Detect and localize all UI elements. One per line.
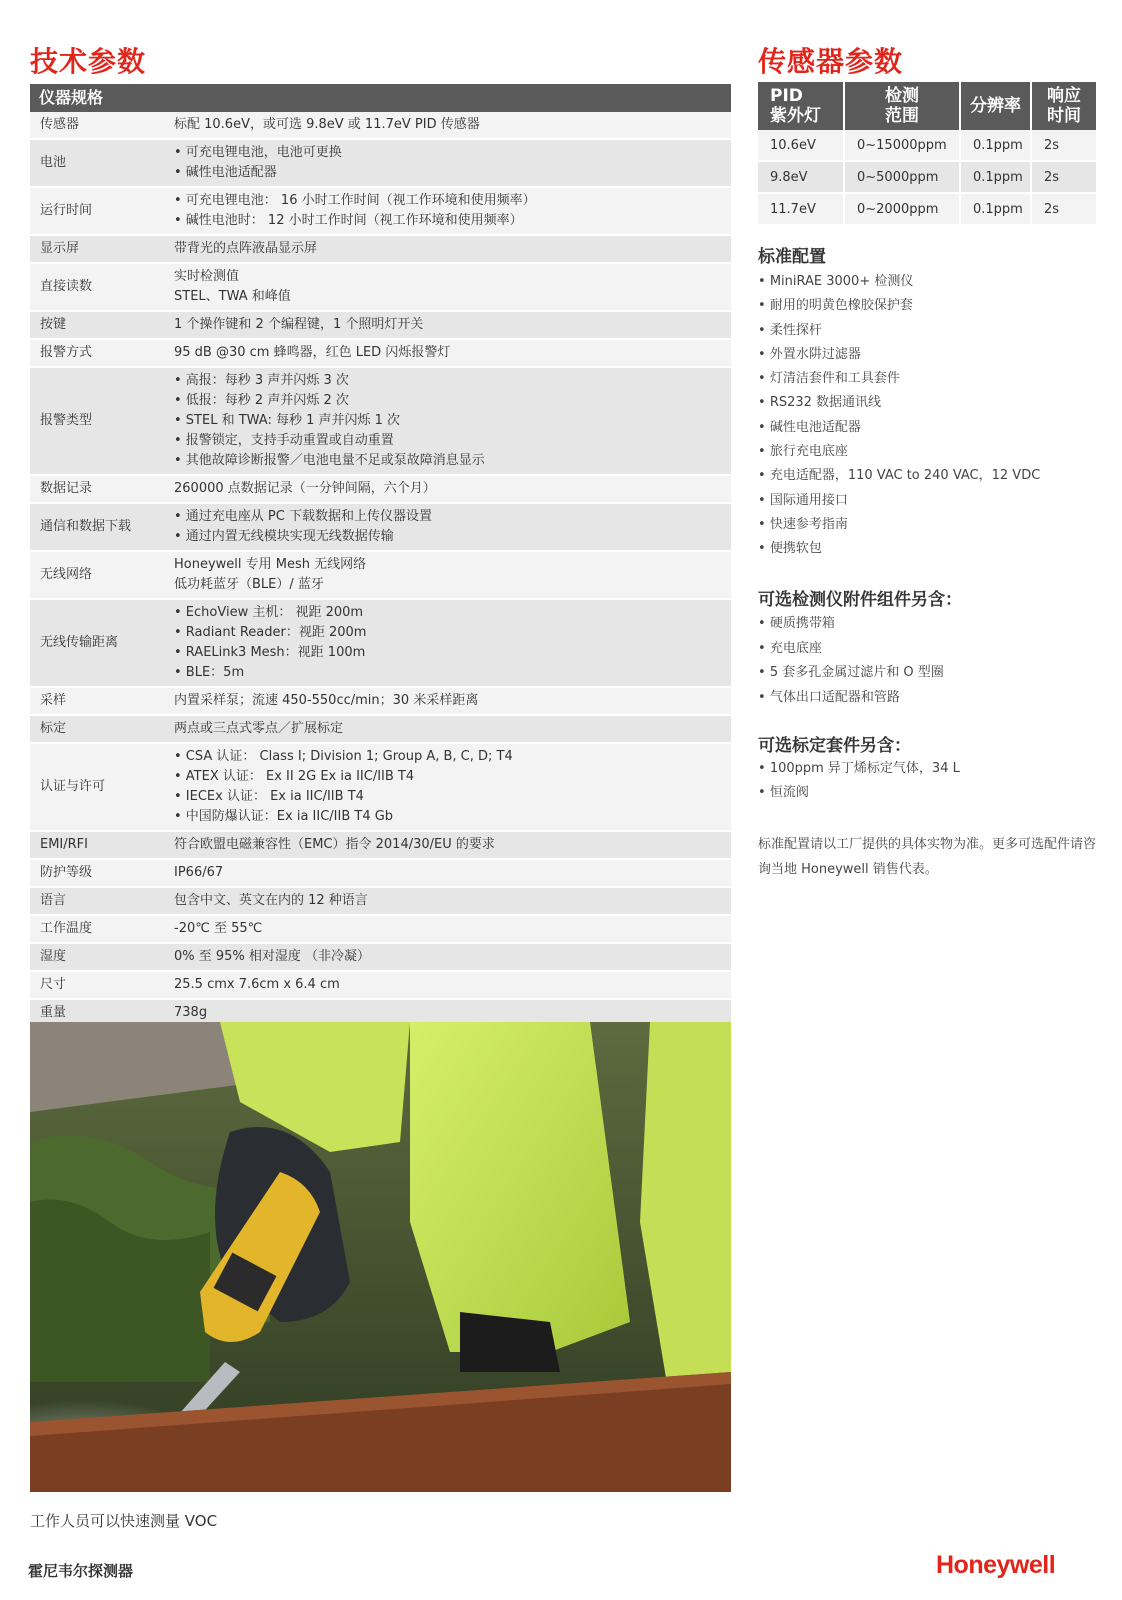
list-item: • 旅行充电底座: [758, 440, 1098, 464]
spec-label: 无线传输距离: [30, 599, 164, 687]
spec-value-line: 260000 点数据记录（一分钟间隔，六个月）: [174, 481, 436, 496]
list-item: • 气体出口适配器和管路: [758, 686, 1098, 711]
config-note: 标准配置请以工厂提供的具体实物为准。更多可选配件请咨询当地 Honeywell 销售代表。: [758, 837, 1097, 877]
spec-value: [164, 915, 731, 943]
spec-value: [164, 831, 731, 859]
spec-value-line: 包含中文、英文在内的 12 种语言: [174, 893, 368, 908]
spec-value-line: • BLE：5m: [174, 665, 245, 680]
spec-value-line: • ATEX 认证： Ex II 2G Ex ia IIC/IIB T4: [174, 769, 415, 784]
list-item: • 充电适配器，110 VAC to 240 VAC，12 VDC: [758, 464, 1098, 488]
list-item: • 快速参考指南: [758, 513, 1098, 537]
spec-table-section: [30, 84, 731, 1056]
spec-label: 标定: [30, 715, 164, 743]
list-item: • 硬质携带箱: [758, 612, 1098, 637]
spec-row: [30, 859, 731, 887]
spec-value: [164, 687, 731, 715]
spec-value-line: • 可充电锂电池： 16 小时工作时间（视工作环境和使用频率）: [174, 193, 536, 208]
sensor-row: [758, 130, 1096, 161]
sensor-cell: 10.6eV: [758, 130, 844, 161]
spec-label: 认证与许可: [30, 743, 164, 831]
spec-label: 电池: [30, 139, 164, 187]
sensor-cell: 0~5000ppm: [844, 161, 960, 193]
spec-value: [164, 475, 731, 503]
spec-label: 报警方式: [30, 339, 164, 367]
spec-value-line: 标配 10.6eV，或可选 9.8eV 或 11.7eV PID 传感器: [174, 117, 480, 132]
sensor-cell: 2s: [1031, 130, 1096, 161]
spec-row: [30, 339, 731, 367]
spec-row: [30, 311, 731, 339]
list-item: • 充电底座: [758, 637, 1098, 662]
sensor-cell: 0.1ppm: [960, 130, 1031, 161]
spec-label: 防护等级: [30, 859, 164, 887]
list-item: • 柔性探杆: [758, 319, 1098, 343]
spec-label: 尺寸: [30, 971, 164, 999]
spec-value-line: 0% 至 95% 相对湿度 （非冷凝）: [174, 949, 371, 964]
spec-row: [30, 187, 731, 235]
spec-value-line: • RAELink3 Mesh：视距 100m: [174, 645, 366, 660]
spec-value-line: • 报警锁定，支持手动重置或自动重置: [174, 433, 394, 448]
spec-value: [164, 235, 731, 263]
spec-value-line: • 碱性电池适配器: [174, 165, 277, 180]
list-item: • RS232 数据通讯线: [758, 391, 1098, 415]
sensor-cell: 2s: [1031, 161, 1096, 193]
spec-value-line: • CSA 认证： Class I; Division 1; Group A, B, C, D; T4: [174, 749, 513, 764]
spec-value-line: • 低报：每秒 2 声并闪烁 2 次: [174, 393, 349, 408]
standard-config-title: 标准配置: [758, 247, 826, 267]
spec-label: 工作温度: [30, 915, 164, 943]
spec-row: [30, 687, 731, 715]
spec-label: 通信和数据下载: [30, 503, 164, 551]
spec-row: [30, 971, 731, 999]
spec-value: [164, 187, 731, 235]
spec-row: [30, 235, 731, 263]
spec-value: [164, 112, 731, 139]
list-item: • 便携软包: [758, 537, 1098, 561]
sensor-cell: 0.1ppm: [960, 193, 1031, 225]
spec-row: [30, 263, 731, 311]
sensor-cell: 0.1ppm: [960, 161, 1031, 193]
spec-row: [30, 112, 731, 139]
spec-label: 运行时间: [30, 187, 164, 235]
list-item: • 100ppm 异丁烯标定气体，34 L: [758, 757, 1098, 781]
sensor-cell: 9.8eV: [758, 161, 844, 193]
spec-value: [164, 859, 731, 887]
spec-label: 语言: [30, 887, 164, 915]
spec-value: [164, 311, 731, 339]
spec-row: [30, 551, 731, 599]
spec-label: 无线网络: [30, 551, 164, 599]
spec-row: [30, 475, 731, 503]
spec-value-line: 25.5 cmx 7.6cm x 6.4 cm: [174, 977, 340, 992]
spec-value: [164, 971, 731, 999]
spec-value: [164, 503, 731, 551]
spec-value: [164, 887, 731, 915]
spec-value-line: 带背光的点阵液晶显示屏: [174, 241, 318, 256]
list-item: • MiniRAE 3000+ 检测仪: [758, 270, 1098, 294]
spec-value: [164, 599, 731, 687]
sensor-header-text: 检测: [885, 86, 919, 106]
list-item: • 5 套多孔金属过滤片和 O 型圈: [758, 661, 1098, 686]
spec-value-line: • IECEx 认证： Ex ia IIC/IIB T4: [174, 789, 364, 804]
footer-product-line: 霍尼韦尔探测器: [28, 1562, 134, 1580]
spec-row: [30, 887, 731, 915]
spec-row: [30, 599, 731, 687]
spec-value: [164, 339, 731, 367]
spec-value-line: 符合欧盟电磁兼容性（EMC）指令 2014/30/EU 的要求: [174, 837, 495, 852]
list-item: • 恒流阀: [758, 781, 1098, 805]
spec-label: 显示屏: [30, 235, 164, 263]
spec-table-header: 仪器规格: [30, 84, 731, 112]
spec-label: 湿度: [30, 943, 164, 971]
sensor-cell: 0~2000ppm: [844, 193, 960, 225]
spec-label: 数据记录: [30, 475, 164, 503]
spec-value-line: 两点或三点式零点／扩展标定: [174, 721, 344, 736]
list-item: • 国际通用接口: [758, 489, 1098, 513]
sensor-row: [758, 193, 1096, 225]
spec-value-line: • 可充电锂电池，电池可更换: [174, 145, 342, 160]
spec-value-line: • 高报：每秒 3 声并闪烁 3 次: [174, 373, 349, 388]
spec-value-line: 内置采样泵；流速 450-550cc/min；30 米采样距离: [174, 693, 479, 708]
spec-label: 重量: [30, 999, 164, 1027]
sensor-header-text: 范围: [885, 106, 919, 126]
spec-value-line: • 中国防爆认证：Ex ia IIC/IIB T4 Gb: [174, 809, 394, 824]
spec-row: [30, 943, 731, 971]
spec-value-line: • 通过充电座从 PC 下载数据和上传仪器设置: [174, 509, 432, 524]
sensor-header-text: 响应: [1047, 86, 1081, 106]
spec-value-line: -20℃ 至 55℃: [174, 921, 263, 936]
spec-row: [30, 831, 731, 859]
spec-label: EMI/RFI: [30, 831, 164, 859]
list-item: • 灯清洁套件和工具套件: [758, 367, 1098, 391]
optional-accessories-title: 可选检测仪附件组件另含：: [758, 590, 962, 610]
sensor-header-cell: [1031, 82, 1096, 130]
spec-value: [164, 715, 731, 743]
sensor-table: [758, 82, 1096, 226]
spec-value-line: • 其他故障诊断报警／电池电量不足或泵故障消息显示: [174, 453, 485, 468]
sensor-cell: 11.7eV: [758, 193, 844, 225]
spec-value: [164, 943, 731, 971]
spec-value-line: • 通过内置无线模块实现无线数据传输: [174, 529, 394, 544]
spec-row: [30, 715, 731, 743]
optional-accessories-list: [758, 612, 1098, 710]
spec-label: 直接读数: [30, 263, 164, 311]
spec-label: 采样: [30, 687, 164, 715]
tech-params-title: 技术参数: [30, 45, 147, 78]
spec-row: [30, 139, 731, 187]
spec-row: [30, 503, 731, 551]
standard-config-list: [758, 270, 1098, 562]
spec-value-line: 低功耗蓝牙（BLE）/ 蓝牙: [174, 577, 324, 592]
list-item: • 外置水阱过滤器: [758, 343, 1098, 367]
list-item: • 碱性电池适配器: [758, 416, 1098, 440]
spec-value: [164, 367, 731, 475]
spec-value: [164, 263, 731, 311]
sensor-cell: 2s: [1031, 193, 1096, 225]
spec-value-line: • Radiant Reader：视距 200m: [174, 625, 367, 640]
spec-label: 报警类型: [30, 367, 164, 475]
spec-value-line: STEL、TWA 和峰值: [174, 289, 291, 304]
sensor-header-text: 时间: [1047, 106, 1081, 126]
spec-value-line: 738g: [174, 1005, 208, 1020]
photo-caption: 工作人员可以快速测量 VOC: [30, 1512, 218, 1530]
sensor-cell: 0~15000ppm: [844, 130, 960, 161]
sensor-header-text: PID: [770, 86, 803, 106]
spec-value-line: 95 dB @30 cm 蜂鸣器，红色 LED 闪烁报警灯: [174, 345, 451, 360]
spec-label: 按键: [30, 311, 164, 339]
spec-value: [164, 743, 731, 831]
spec-value-line: IP66/67: [174, 865, 224, 880]
spec-label: 传感器: [30, 112, 164, 139]
honeywell-logo: Honeywell: [936, 1551, 1056, 1579]
spec-value-line: • STEL 和 TWA: 每秒 1 声并闪烁 1 次: [174, 413, 401, 428]
sensor-header-cell: [758, 82, 844, 130]
spec-value-line: Honeywell 专用 Mesh 无线网络: [174, 557, 367, 572]
spec-value-line: • EchoView 主机： 视距 200m: [174, 605, 364, 620]
spec-value: [164, 139, 731, 187]
spec-value-line: 1 个操作键和 2 个编程键，1 个照明灯开关: [174, 317, 424, 332]
sensor-header-cell: [960, 82, 1031, 130]
spec-row: [30, 743, 731, 831]
spec-value: [164, 551, 731, 599]
photo-illustration: [30, 1022, 731, 1492]
spec-value-line: • 碱性电池时： 12 小时工作时间（视工作环境和使用频率）: [174, 213, 523, 228]
spec-row: [30, 915, 731, 943]
worker-measuring-photo: [30, 1022, 731, 1492]
sensor-header-cell: [844, 82, 960, 130]
sensor-header-text: 分辨率: [970, 96, 1021, 116]
spec-table: [30, 112, 731, 1056]
sensor-params-title: 传感器参数: [758, 45, 904, 78]
spec-value-line: 实时检测值: [174, 269, 240, 284]
sensor-header-text: 紫外灯: [770, 106, 821, 126]
sensor-row: [758, 161, 1096, 193]
optional-calibration-list: [758, 757, 1098, 805]
optional-calibration-title: 可选标定套件另含：: [758, 736, 911, 756]
list-item: • 耐用的明黄色橡胶保护套: [758, 294, 1098, 318]
spec-row: [30, 367, 731, 475]
